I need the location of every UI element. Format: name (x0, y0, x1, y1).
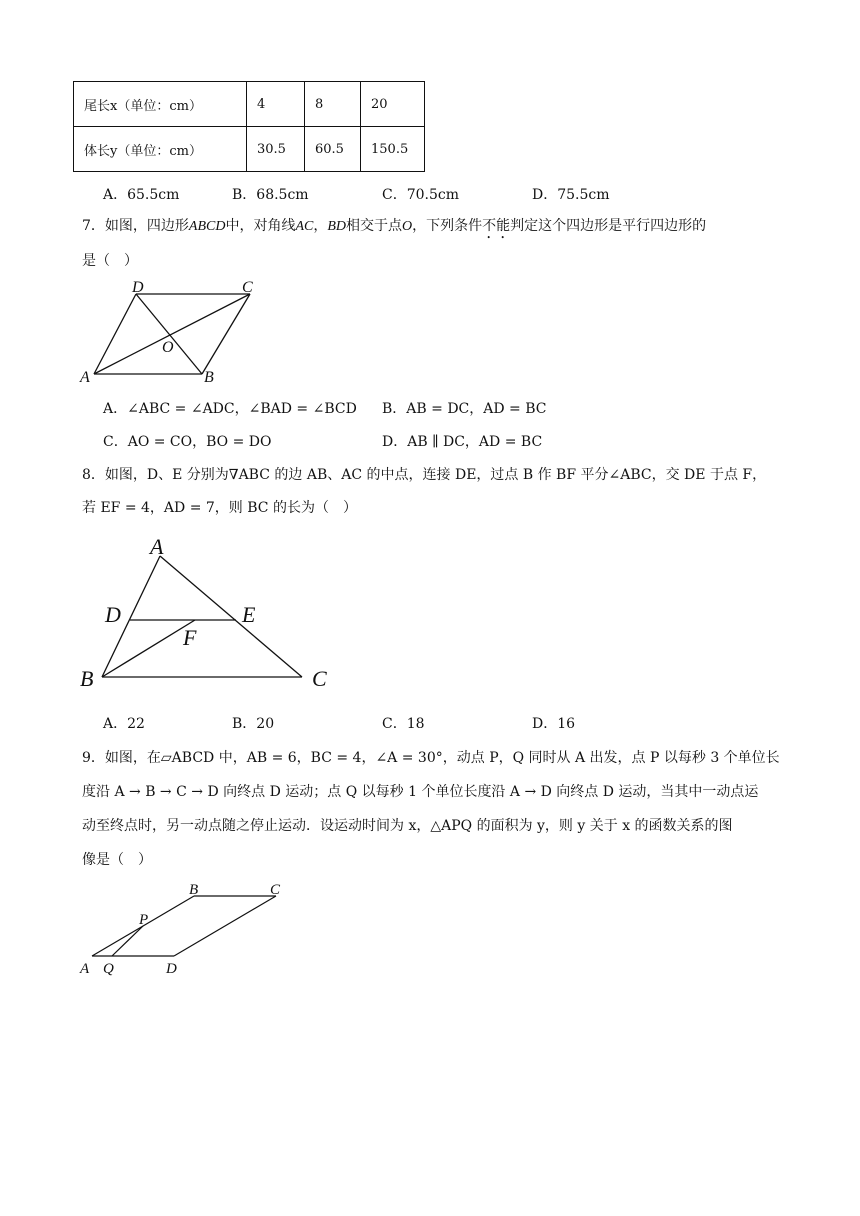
label-c: C (270, 882, 281, 898)
segment-cd (174, 896, 276, 956)
segment-ac (160, 556, 302, 677)
q8-stem-line2: 若 EF = 4，AD = 7，则 BC 的长为（ ） (82, 500, 357, 516)
diagonal-bd (136, 294, 202, 374)
q8-option-a: A．22 (103, 716, 145, 732)
label-c: C (242, 279, 253, 296)
q7-math: ABCD (188, 219, 226, 234)
q9-stem-line4: 像是（ ） (82, 852, 152, 868)
table-cell: 20 (361, 82, 425, 127)
label-b: B (204, 369, 214, 386)
q7-emphasis: 不能 (482, 218, 511, 234)
q8-option-d: D．16 (532, 716, 576, 732)
segment-da (94, 294, 136, 374)
table-cell: 尾长x（单位：cm） (74, 82, 247, 127)
q9-figure (76, 878, 296, 978)
label-a: A (80, 961, 90, 977)
label-f: F (183, 625, 197, 650)
label-d: D (166, 961, 177, 977)
q7-text: 7．如图，四边形 (82, 218, 189, 234)
label-c: C (312, 666, 327, 691)
table-row (74, 127, 425, 172)
q7-math: BD (327, 219, 347, 234)
label-a: A (80, 369, 90, 386)
table-cell: 30.5 (247, 127, 305, 172)
label-e: E (242, 602, 256, 627)
table-cell: 60.5 (305, 127, 361, 172)
table-cell: 体长y（单位：cm） (74, 127, 247, 172)
q6-option-c: C．70.5cm (382, 187, 459, 203)
q9-stem-line2: 度沿 A → B → C → D 向终点 D 运动；点 Q 以每秒 1 个单位长度沿 A → D 向终点 D 运动，当其中一动点运 (82, 784, 759, 800)
label-p: P (139, 912, 149, 928)
table-cell: 4 (247, 82, 305, 127)
q7-math: O (402, 219, 413, 234)
q7-option-a: A．∠ABC = ∠ADC，∠BAD = ∠BCD (103, 401, 357, 417)
q7-stem-line2: 是（ ） (82, 253, 138, 269)
label-b: B (189, 882, 199, 898)
label-d: D (105, 602, 121, 627)
q7-text: 判定这个四边形是平行四边形的 (510, 218, 707, 234)
q9-stem-line3: 动至终点时，另一动点随之停止运动．设运动时间为 x，△APQ 的面积为 y，则 y 关于 x 的函数关系的图 (82, 818, 733, 834)
table-row (74, 82, 425, 127)
q7-option-d: D．AB ∥ DC，AD = BC (382, 434, 543, 450)
q6-option-a: A．65.5cm (103, 187, 180, 203)
q7-option-c: C．AO = CO，BO = DO (103, 434, 272, 450)
label-b: B (80, 666, 94, 691)
q8-option-b: B．20 (232, 716, 275, 732)
label-o: O (162, 339, 174, 356)
q8-stem-line1: 8．如图，D、E 分别为∇ABC 的边 AB、AC 的中点，连接 DE，过点 B 作 BF 平分∠ABC，交 DE 于点 F， (82, 467, 767, 483)
q7-text: 相交于点 (346, 218, 403, 234)
q7-text: ， (313, 218, 328, 234)
q7-text: ，下列条件 (412, 218, 483, 234)
q8-figure (76, 532, 346, 692)
q6-option-b: B．68.5cm (232, 187, 309, 203)
q9-stem-line1: 9．如图，在▱ABCD 中，AB = 6，BC = 4，∠A = 30°，动点 P，Q 同时从 A 出发，点 P 以每秒 3 个单位长 (82, 750, 780, 766)
q7-text: 中，对角线 (225, 218, 296, 234)
data-table (73, 81, 425, 172)
q6-option-d: D．75.5cm (532, 187, 610, 203)
q7-math: AC (295, 219, 314, 234)
q7-figure (78, 276, 268, 386)
table-cell: 8 (305, 82, 361, 127)
label-a: A (150, 534, 164, 559)
q7-option-b: B．AB = DC，AD = BC (382, 401, 547, 417)
label-d: D (132, 279, 144, 296)
q7-stem-line1 (82, 215, 706, 242)
table-cell: 150.5 (361, 127, 425, 172)
label-q: Q (103, 961, 114, 977)
q8-option-c: C．18 (382, 716, 425, 732)
